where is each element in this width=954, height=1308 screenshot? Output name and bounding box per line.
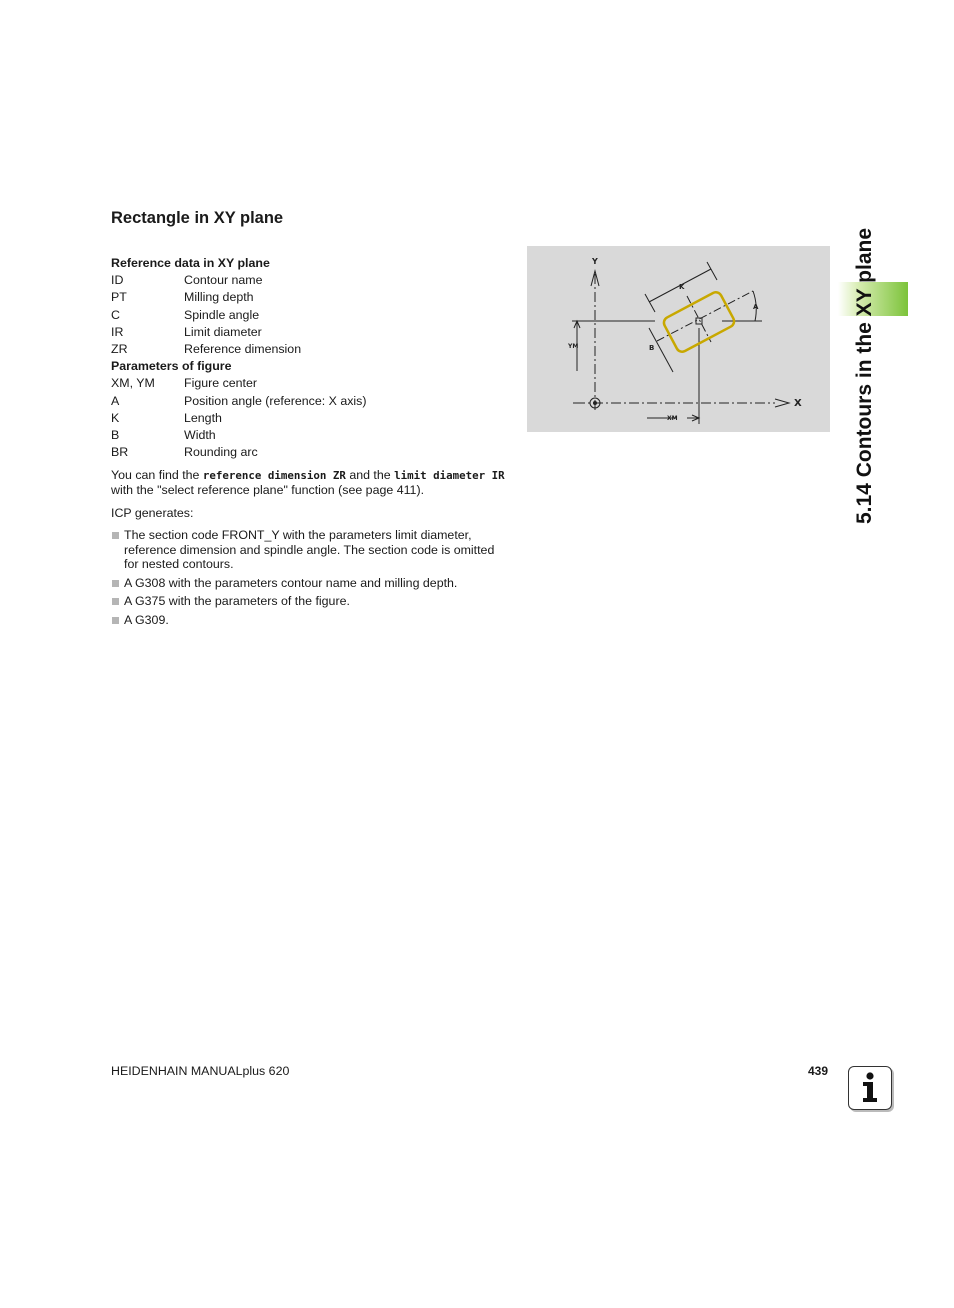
param-key: PT xyxy=(111,290,127,305)
footer-product: HEIDENHAIN MANUALplus 620 xyxy=(111,1064,290,1078)
info-glyph xyxy=(849,1067,890,1108)
param-value: Spindle angle xyxy=(184,307,260,322)
param-key: IR xyxy=(111,324,124,339)
param-key: BR xyxy=(111,445,129,460)
k-extension-line xyxy=(707,262,717,280)
param-value: Length xyxy=(184,410,222,425)
info-icon xyxy=(848,1066,892,1110)
bullet-square-icon xyxy=(112,532,119,539)
param-value: Position angle (reference: X axis) xyxy=(184,393,367,408)
param-value: Milling depth xyxy=(184,290,254,305)
param-key: C xyxy=(111,307,120,322)
bullet-text: A G309. xyxy=(124,612,169,627)
param-key: B xyxy=(111,427,120,442)
note-text: and the xyxy=(345,468,395,482)
k-label: K xyxy=(679,283,685,291)
icp-intro: ICP generates: xyxy=(111,506,194,520)
param-value: Contour name xyxy=(184,273,263,288)
bullet-text: A G308 with the parameters contour name and milling depth. xyxy=(124,575,458,590)
b-label: B xyxy=(649,344,655,352)
note-text: with the "select reference plane" function (see page 411). xyxy=(111,483,425,497)
rectangle-contour xyxy=(662,290,736,354)
page-number: 439 xyxy=(808,1064,829,1078)
x-axis-label: X xyxy=(794,398,802,409)
bullet-square-icon xyxy=(112,617,119,624)
figure-parameters-heading: Parameters of figure xyxy=(111,359,232,374)
y-axis-label: Y xyxy=(592,257,598,266)
ym-label: YM xyxy=(568,343,579,350)
bullet-square-icon xyxy=(112,598,119,605)
param-row xyxy=(111,427,511,444)
section-title: Rectangle in XY plane xyxy=(111,209,284,227)
param-value: Limit diameter xyxy=(184,324,262,339)
param-value: Width xyxy=(184,427,216,442)
param-row xyxy=(111,324,511,341)
param-row xyxy=(111,307,511,324)
list-item xyxy=(111,528,511,572)
param-key: A xyxy=(111,393,120,408)
param-key: ID xyxy=(111,273,124,288)
rectangle-diagram xyxy=(527,246,830,432)
diagram-svg xyxy=(527,246,830,432)
param-key: K xyxy=(111,410,120,425)
param-key: ZR xyxy=(111,341,128,356)
param-row xyxy=(111,272,511,289)
x-axis-arrow-icon xyxy=(775,399,789,407)
list-item xyxy=(111,576,511,591)
note-code-reference-dimension: reference dimension ZR xyxy=(202,469,346,482)
param-row xyxy=(111,289,511,306)
param-key: XM, YM xyxy=(111,376,155,391)
parameter-list xyxy=(111,255,511,461)
k-extension-line xyxy=(645,294,655,312)
param-value: Figure center xyxy=(184,376,258,391)
param-row xyxy=(111,341,511,358)
param-value: Reference dimension xyxy=(184,341,302,356)
chapter-title: 5.14 Contours in the XY plane xyxy=(853,227,876,525)
bullet-text: A G375 with the parameters of the figure. xyxy=(124,594,350,609)
reference-data-heading: Reference data in XY plane xyxy=(111,256,270,270)
icp-bullet-list xyxy=(111,528,511,632)
param-row xyxy=(111,444,511,461)
bullet-text: The section code FRONT_Y with the parameters limit diameter, reference dimension and spindle angle. The section code is omitted for nested contours. xyxy=(124,528,495,572)
bullet-square-icon xyxy=(112,580,119,587)
param-row xyxy=(111,393,511,410)
param-row xyxy=(111,375,511,392)
a-label: A xyxy=(753,303,759,311)
origin-dot xyxy=(594,402,597,405)
param-row xyxy=(111,410,511,427)
xm-label: XM xyxy=(667,415,678,422)
note-text: You can find the xyxy=(111,468,203,482)
note-code-limit-diameter: limit diameter IR xyxy=(394,469,505,482)
param-value: Rounding arc xyxy=(184,445,258,460)
reference-plane-note xyxy=(111,468,511,498)
list-item xyxy=(111,594,511,609)
center-marker xyxy=(696,318,702,324)
list-item xyxy=(111,613,511,628)
